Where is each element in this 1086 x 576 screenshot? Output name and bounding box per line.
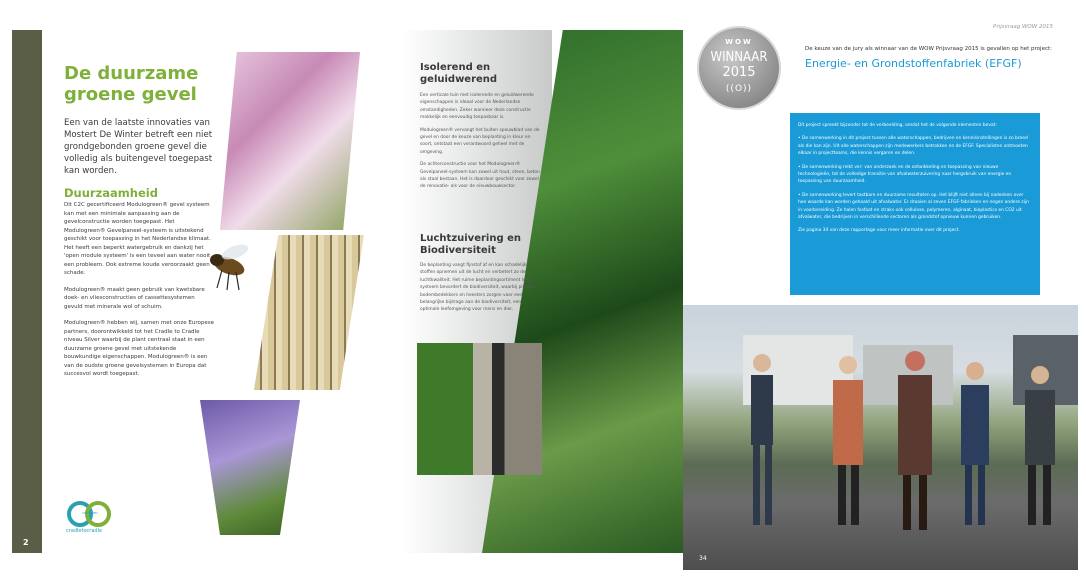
flowers-photo [220,52,360,230]
left-page-spread [12,30,684,553]
intro-paragraph: Een van de laatste innovaties van Mostert De Winter betreft een niet grondgebonden groene gevel die volledig als buitengevel toegepast kan worden. [64,118,213,177]
box-paragraph: • De samenwerking levert tastbare en duurzame resultaten op. Het blijft niet alleen bij nadenken over hoe waarde kan worden gehaald uit afvalwater. Er draaien al zeven EFGF-fabrieken en negen andere zijn in voorbereiding. Ze halen fosfaat en straks ook cellulose, polymeren, alginaat, bioplastics en CO2 uit afvalwater, die bedrijven in verschillende sectoren als grondstof opnieuw kunnen gebruiken. [798,192,1029,221]
building-photo [254,235,364,390]
winner-badge [697,26,781,110]
section-heading: Luchtzuivering en Biodiversiteit [420,233,522,256]
bellflower-photo [200,400,300,535]
interior-green-wall-photo [417,343,542,475]
page-number: 2 [23,538,29,547]
badge-label: WOW [725,38,753,46]
box-paragraph: Zie pagina 34 van deze rapportage voor meer informatie over dit project. [798,228,960,234]
box-paragraph: Dit project spreekt bijzonder tot de verbeelding, omdat het de volgende elementen bevat: [798,123,997,128]
badge-logo-icon: ((O)) [725,84,753,94]
body-paragraph: Modulogreen® hebben wij, samen met onze Europese partners, doorontwikkeld tot het Cradle to Cradle niveau Silver waarbij de plant centraal staat in een duurzame groene gevel met uitstekende bouwkundige eigenschappen. Modulogreen® is een van de oudste groene gevelsystemen in Europa dat succesvol wordt toegepast. [64,320,214,377]
badge-year: 2015 [722,65,756,80]
intro-line: De keuze van de jury als winnaar van de WOW Prijsvraag 2015 is gevallen op het project: [805,46,1052,52]
group-photo [683,305,1078,570]
page-number: 34 [699,555,707,562]
bee-photo [187,230,265,298]
highlight-box [790,113,1040,295]
logo-caption: cradletocradle [66,528,103,534]
cradle-to-cradle-logo [64,500,119,535]
sidebar-bar [12,30,42,553]
body-paragraph: Modulogreen® vervangt het buiten spouwblad van de gevel en door de keuze van beplanting in kleur en soort, ontstaat een verantwoord geheel met de omgeving. [420,127,540,155]
body-paragraph: Dit C2C gecertificeerd Modulogreen® gevel systeem kan met een minimale aanpassing aan de gevelconstructie worden toegepast. Het Modulogreen® Gevelpaneel-systeem is uitstekend geschikt voor toepassing in het Nederlandse klimaat. Het heeft een beperkt watergebruik en dankzij het 'open module systeem' is een teveel aan water nooit een probleem. Ook extreme koude veroorzaakt geen schade. [64,202,211,276]
box-paragraph: • De samenwerking in dit project tussen alle waterschappen, bedrijven en kennisinstellingen is zo breed als die kan zijn. Uit alle waterschappen zijn medewerkers betrokken en de EFGF. Specialisten ontmoeten elkaar in projectteams, die kennis vergaren en delen. [798,136,1028,157]
box-paragraph: • De samenwerking reikt ver: van onderzoek en de ontwikkeling en toepassing van nieuwe technologieën, tot de volledige transitie van afvalwaterzuivering naar hergebruik van energie en toepassing van duurzaamheid. [798,164,1012,185]
project-title: Energie- en Grondstoffenfabriek (EFGF) [805,57,1022,70]
body-column [420,92,540,196]
section-heading: Isolerend en geluidwerend [420,62,498,85]
body-paragraph: Een verticale tuin met isolerende en geluidwerende eigenschappen is ideaal voor de Nederlandse omstandigheden. Zeker wanneer deze constructie makkelijk en eenvoudig toepasbaar is. [420,93,534,121]
body-paragraph: De achterconstructie voor het Modulogreen® Gevelpaneel-systeem kan zowel uit hout, steen, beton als staal bestaan. Het is daardoor geschikt voor zowel de renovatie- als voor de nieuwbouwsector. [420,162,540,190]
badge-title: WINNAAR [710,50,768,65]
page-title: De duurzame groene gevel [64,63,199,105]
people-walking-illustration [683,305,1078,570]
body-paragraph: Modulogreen® maakt geen gebruik van kwetsbare doek- en vliesconstructies of cassettesystemen gevuld met minerale wol of schuim. [64,286,205,310]
body-paragraph: De beplanting vangt fijnstof af en kan schadelijke stoffen opnemen uit de lucht en verbetert zo de luchtkwaliteit. Het ruime beplantingsortiment in het systeem bevordert de biodiversiteit, waarbij planten, bodembedekkers en heesters zorgen voor een belangrijke bijdrage aan de biodiversiteit, een optimale leefomgeving voor mens en dier. [420,263,537,313]
logo-certified-text: CERTIFIED [82,511,98,515]
right-page [683,15,1078,570]
running-header: Prijsvraag WOW 2015 [993,24,1053,30]
section-heading: Duurzaamheid [64,186,158,200]
